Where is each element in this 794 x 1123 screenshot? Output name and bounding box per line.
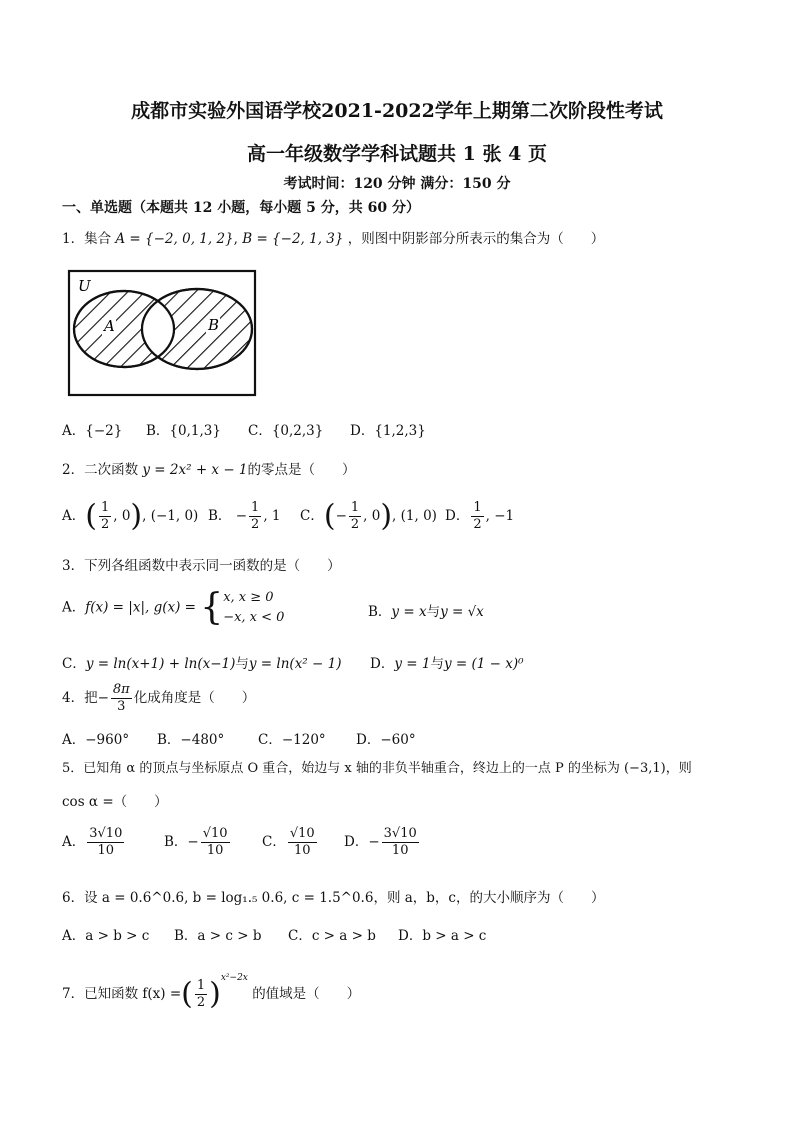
q4-option-c: C．−120° — [258, 732, 326, 748]
section-heading: 一、单选题（本题共 12 小题，每小题 5 分，共 60 分） — [62, 200, 420, 216]
q2-option-c: C．(− $\frac{1}{2}$ , 0), (1, 0) — [300, 498, 437, 534]
q3-option-b: B．y = x与y = √x — [368, 604, 484, 620]
venn-u-label: U — [78, 277, 91, 295]
q2-option-d: D． $\frac{1}{2}$ , −1 — [445, 500, 515, 532]
q2-option-a: A．( $\frac{1}{2}$ , 0), (−1, 0) — [62, 498, 199, 534]
q6-option-c: C．c > a > b — [288, 928, 376, 944]
question-3: 3．下列各组函数中表示同一函数的是（ ） — [62, 558, 341, 574]
q6-option-b: B．a > c > b — [174, 928, 262, 944]
q2-expr: y = 2x² + x − 1 — [142, 462, 248, 478]
q4-option-a: A．−960° — [62, 732, 130, 748]
question-5-line2: cos α =（ ） — [62, 794, 168, 810]
question-6: 6．设 a = 0.6^0.6, b = log₁.₅ 0.6, c = 1.5^0.6，则 a，b，c，的大小顺序为（ ） — [62, 890, 605, 906]
q4-option-d: D．−60° — [356, 732, 416, 748]
exam-title: 成都市实验外国语学校2021-2022学年上期第二次阶段性考试 — [131, 100, 663, 122]
q5-option-b: B．− $\frac{√10}{10}$ — [164, 826, 228, 858]
q4-option-b: B．−480° — [157, 732, 225, 748]
q1-option-c: C．{0,2,3} — [248, 423, 324, 439]
q1-option-a: A．{−2} — [62, 423, 123, 439]
question-4: 4．把− $\frac{8\pi}{3}$ 化成角度是（ ） — [62, 682, 256, 714]
q6-option-a: A．a > b > c — [62, 928, 150, 944]
q1-set-b: B = {−2, 1, 3} — [242, 231, 344, 247]
q1-option-d: D．{1,2,3} — [350, 423, 426, 439]
q1-stem-start: 1．集合 — [62, 231, 116, 247]
q5-option-d: D．− $\frac{3√10}{10}$ — [344, 826, 417, 858]
q5-option-c: C． $\frac{√10}{10}$ — [262, 826, 315, 858]
q1-set-a: A = {−2, 0, 1, 2} — [115, 231, 234, 247]
q3-option-c: C．y = ln(x+1) + ln(x−1)与y = ln(x² − 1) — [62, 656, 342, 672]
venn-diagram — [66, 268, 258, 398]
question-2: 2．二次函数 y = 2x² + x − 1的零点是（ ） — [62, 462, 356, 478]
exam-info: 考试时间：120 分钟 满分：150 分 — [283, 176, 511, 192]
venn-b-label: B — [208, 316, 220, 334]
question-7: 7．已知函数 f(x) =( $\frac{1}{2}$ )$^{x^2-2x}$ 的值域是（ ） — [62, 973, 361, 1012]
q1-option-b: B．{0,1,3} — [146, 423, 221, 439]
exam-subtitle: 高一年级数学学科试题共 1 张 4 页 — [247, 143, 547, 165]
venn-a-label: A — [104, 317, 115, 335]
q7-exponent: x²−2x — [220, 973, 248, 983]
q1-stem-end: ，则图中阴影部分所表示的集合为（ ） — [343, 231, 605, 247]
question-5-line1: 5．已知角 α 的顶点与坐标原点 O 重合，始边与 x 轴的非负半轴重合，终边上的一点 P 的坐标为 (−3,1)，则 — [62, 761, 692, 776]
q3-option-a: A．f(x) = |x|, g(x) = {x, x ≥ 0 −x, x < 0 — [62, 587, 285, 628]
q3-option-d: D．y = 1与y = (1 − x)⁰ — [370, 656, 524, 672]
q5-option-a: A． $\frac{3√10}{10}$ — [62, 826, 123, 858]
q6-option-d: D．b > a > c — [398, 928, 487, 944]
q2-option-b: B． − $\frac{1}{2}$ , 1 — [208, 500, 281, 532]
question-1: 1．集合 A = {−2, 0, 1, 2}, B = {−2, 1, 3} ，则图中阴影部分所表示的集合为（ ） — [62, 231, 605, 247]
